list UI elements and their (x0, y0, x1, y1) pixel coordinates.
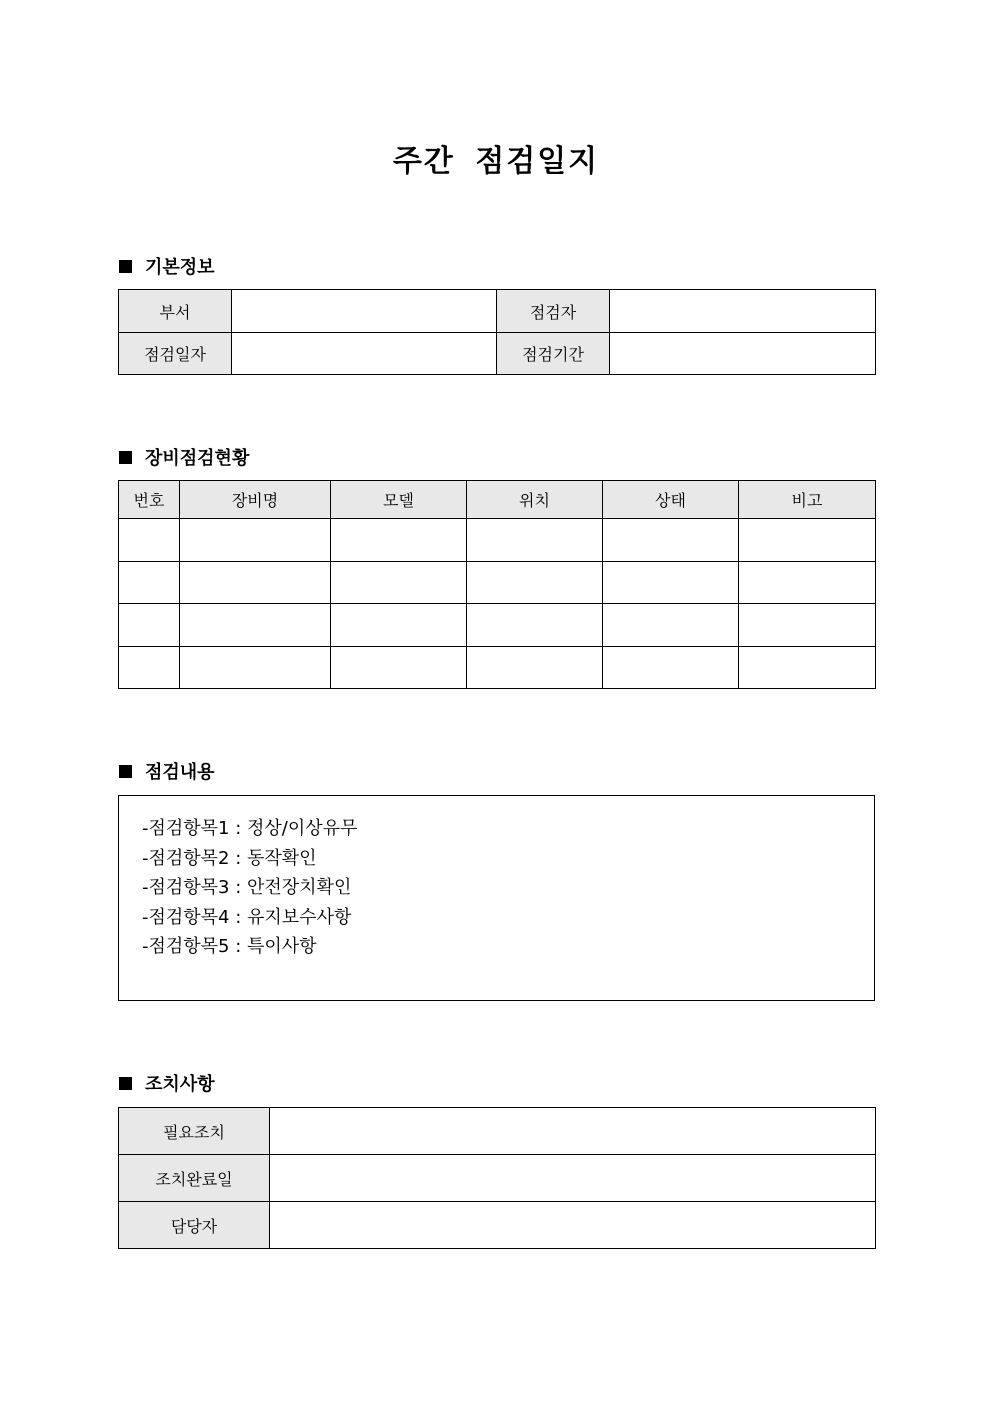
column-header-number: 번호 (119, 481, 180, 519)
table-cell[interactable] (180, 604, 331, 647)
completion-date-field[interactable] (270, 1155, 876, 1202)
actions-table (118, 1107, 876, 1249)
inspection-content-box[interactable] (118, 795, 875, 1001)
table-cell[interactable] (739, 647, 876, 689)
table-cell[interactable] (180, 647, 331, 689)
page-title: 주간 점검일지 (392, 144, 600, 179)
table-cell[interactable] (119, 519, 180, 562)
section-heading-label: 기본정보 (145, 257, 215, 278)
table-cell[interactable] (119, 562, 180, 604)
person-in-charge-field[interactable] (270, 1202, 876, 1249)
table-cell[interactable] (119, 604, 180, 647)
list-item: -점검항목3 : 안전장치확인 (142, 877, 352, 898)
section-heading-basic-info (119, 253, 215, 279)
label-completion-date: 조치완료일 (119, 1155, 270, 1202)
table-cell[interactable] (180, 562, 331, 604)
table-row (119, 519, 876, 562)
label-inspection-period: 점검기간 (497, 333, 610, 375)
table-cell[interactable] (331, 647, 467, 689)
table-cell[interactable] (739, 562, 876, 604)
table-row (119, 333, 876, 375)
table-cell[interactable] (603, 604, 739, 647)
department-field[interactable] (232, 290, 497, 333)
table-row (119, 647, 876, 689)
table-cell[interactable] (739, 604, 876, 647)
label-inspection-date: 점검일자 (119, 333, 232, 375)
section-heading-equipment (119, 444, 249, 470)
required-action-field[interactable] (270, 1108, 876, 1155)
table-row (119, 290, 876, 333)
list-item: -점검항목4 : 유지보수사항 (142, 906, 352, 928)
square-bullet-icon (119, 260, 132, 273)
inspector-field[interactable] (610, 290, 876, 333)
table-cell[interactable] (603, 647, 739, 689)
label-inspector: 점검자 (497, 290, 610, 333)
square-bullet-icon (119, 765, 132, 778)
equipment-table (118, 480, 876, 689)
table-row (119, 1108, 876, 1155)
table-cell[interactable] (180, 519, 331, 562)
column-header-model: 모델 (331, 481, 467, 519)
list-item: -점검항목5 : 특이사항 (142, 936, 317, 957)
table-row (119, 562, 876, 604)
section-heading-actions (119, 1070, 215, 1096)
section-heading-label: 장비점검현황 (145, 448, 250, 469)
table-cell[interactable] (331, 562, 467, 604)
table-cell[interactable] (119, 647, 180, 689)
square-bullet-icon (119, 451, 132, 464)
table-cell[interactable] (739, 519, 876, 562)
table-header-row (119, 481, 876, 519)
label-department: 부서 (119, 290, 232, 333)
basic-info-table (118, 289, 876, 375)
label-person-in-charge: 담당자 (119, 1202, 270, 1249)
list-item: -점검항목2 : 동작확인 (142, 847, 317, 869)
section-heading-label: 점검내용 (145, 762, 215, 783)
table-cell[interactable] (467, 647, 603, 689)
table-row (119, 1155, 876, 1202)
table-cell[interactable] (467, 519, 603, 562)
section-heading-inspection (119, 758, 215, 784)
table-cell[interactable] (467, 604, 603, 647)
table-cell[interactable] (331, 604, 467, 647)
column-header-location: 위치 (467, 481, 603, 519)
table-cell[interactable] (467, 562, 603, 604)
column-header-status: 상태 (603, 481, 739, 519)
list-item: -점검항목1 : 정상/이상유무 (142, 818, 358, 839)
table-row (119, 1202, 876, 1249)
table-cell[interactable] (603, 562, 739, 604)
table-row (119, 604, 876, 647)
table-cell[interactable] (603, 519, 739, 562)
table-cell[interactable] (331, 519, 467, 562)
label-required-action: 필요조치 (119, 1108, 270, 1155)
section-heading-label: 조치사항 (145, 1074, 215, 1095)
inspection-period-field[interactable] (610, 333, 876, 375)
inspection-date-field[interactable] (232, 333, 497, 375)
square-bullet-icon (119, 1077, 132, 1090)
column-header-equipment-name: 장비명 (180, 481, 331, 519)
column-header-remarks: 비고 (739, 481, 876, 519)
